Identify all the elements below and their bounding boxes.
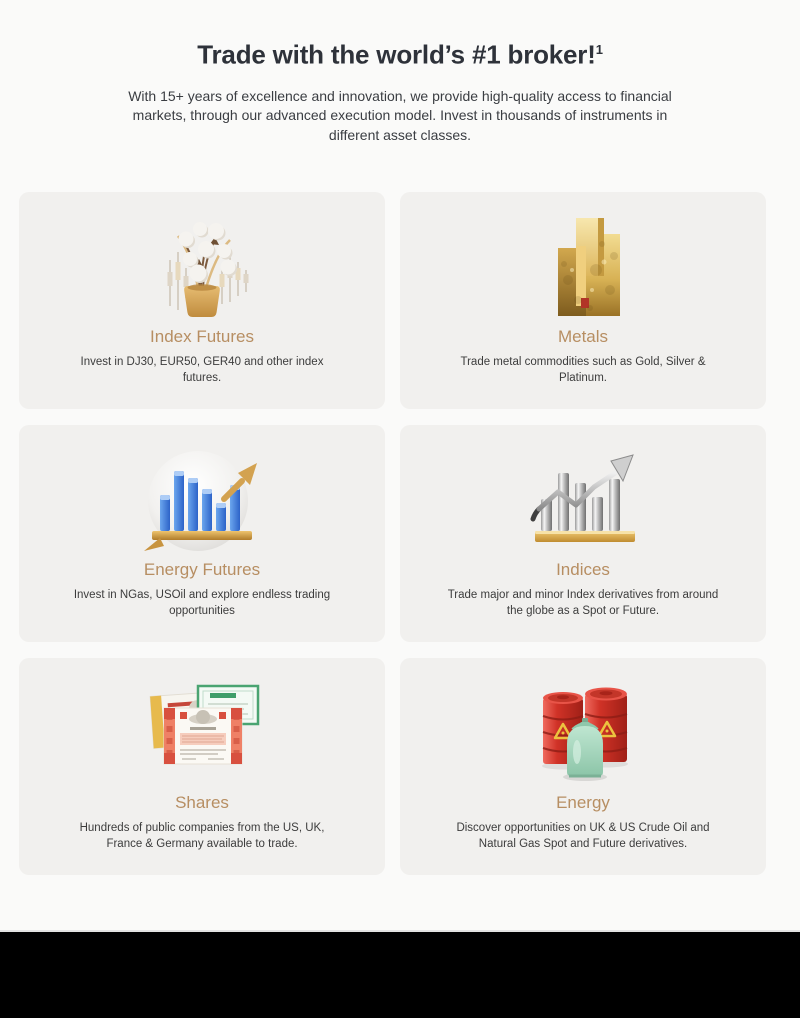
card-title: Energy Futures [143, 560, 261, 580]
card-index-futures [19, 192, 385, 409]
card-energy [400, 658, 766, 875]
footer-band [0, 930, 800, 1018]
card-title: Energy [556, 793, 610, 813]
card-metals [400, 192, 766, 409]
gold-bars-icon [400, 208, 766, 324]
title-footnote: 1 [595, 42, 603, 57]
card-description: Discover opportunities on UK & US Crude Oil and Natural Gas Spot and Future derivatives. [456, 822, 710, 850]
page-subtitle: With 15+ years of excellence and innovation, we provide high-quality access to financial markets, through our advanced execution model. Invest in thousands of instruments in different asset classes. [128, 87, 672, 143]
card-description: Invest in DJ30, EUR50, GER40 and other index futures. [80, 356, 324, 384]
card-indices [400, 425, 766, 642]
cotton-plant-candlesticks-icon [19, 208, 385, 324]
card-shares [19, 658, 385, 875]
asset-class-grid [19, 192, 766, 875]
card-description: Hundreds of public companies from the US, UK, France & Germany available to trade. [79, 822, 325, 850]
card-energy-futures [19, 425, 385, 642]
card-title: Index Futures [150, 327, 254, 347]
card-title: Metals [557, 327, 609, 347]
card-description: Trade major and minor Index derivatives from around the globe as a Spot or Future. [447, 589, 719, 617]
indices-bar-chart-icon [400, 441, 766, 557]
card-description: Trade metal commodities such as Gold, Silver & Platinum. [460, 356, 706, 384]
oil-barrels-gas-cylinder-icon [400, 674, 766, 790]
page-title-text: Trade with the world’s #1 broker! [197, 39, 596, 70]
energy-bar-chart-icon [19, 441, 385, 557]
share-certificates-icon [19, 674, 385, 790]
page-title [0, 34, 800, 71]
card-title: Shares [175, 793, 229, 813]
card-description: Invest in NGas, USOil and explore endless trading opportunities [73, 589, 331, 617]
card-title: Indices [556, 560, 610, 580]
